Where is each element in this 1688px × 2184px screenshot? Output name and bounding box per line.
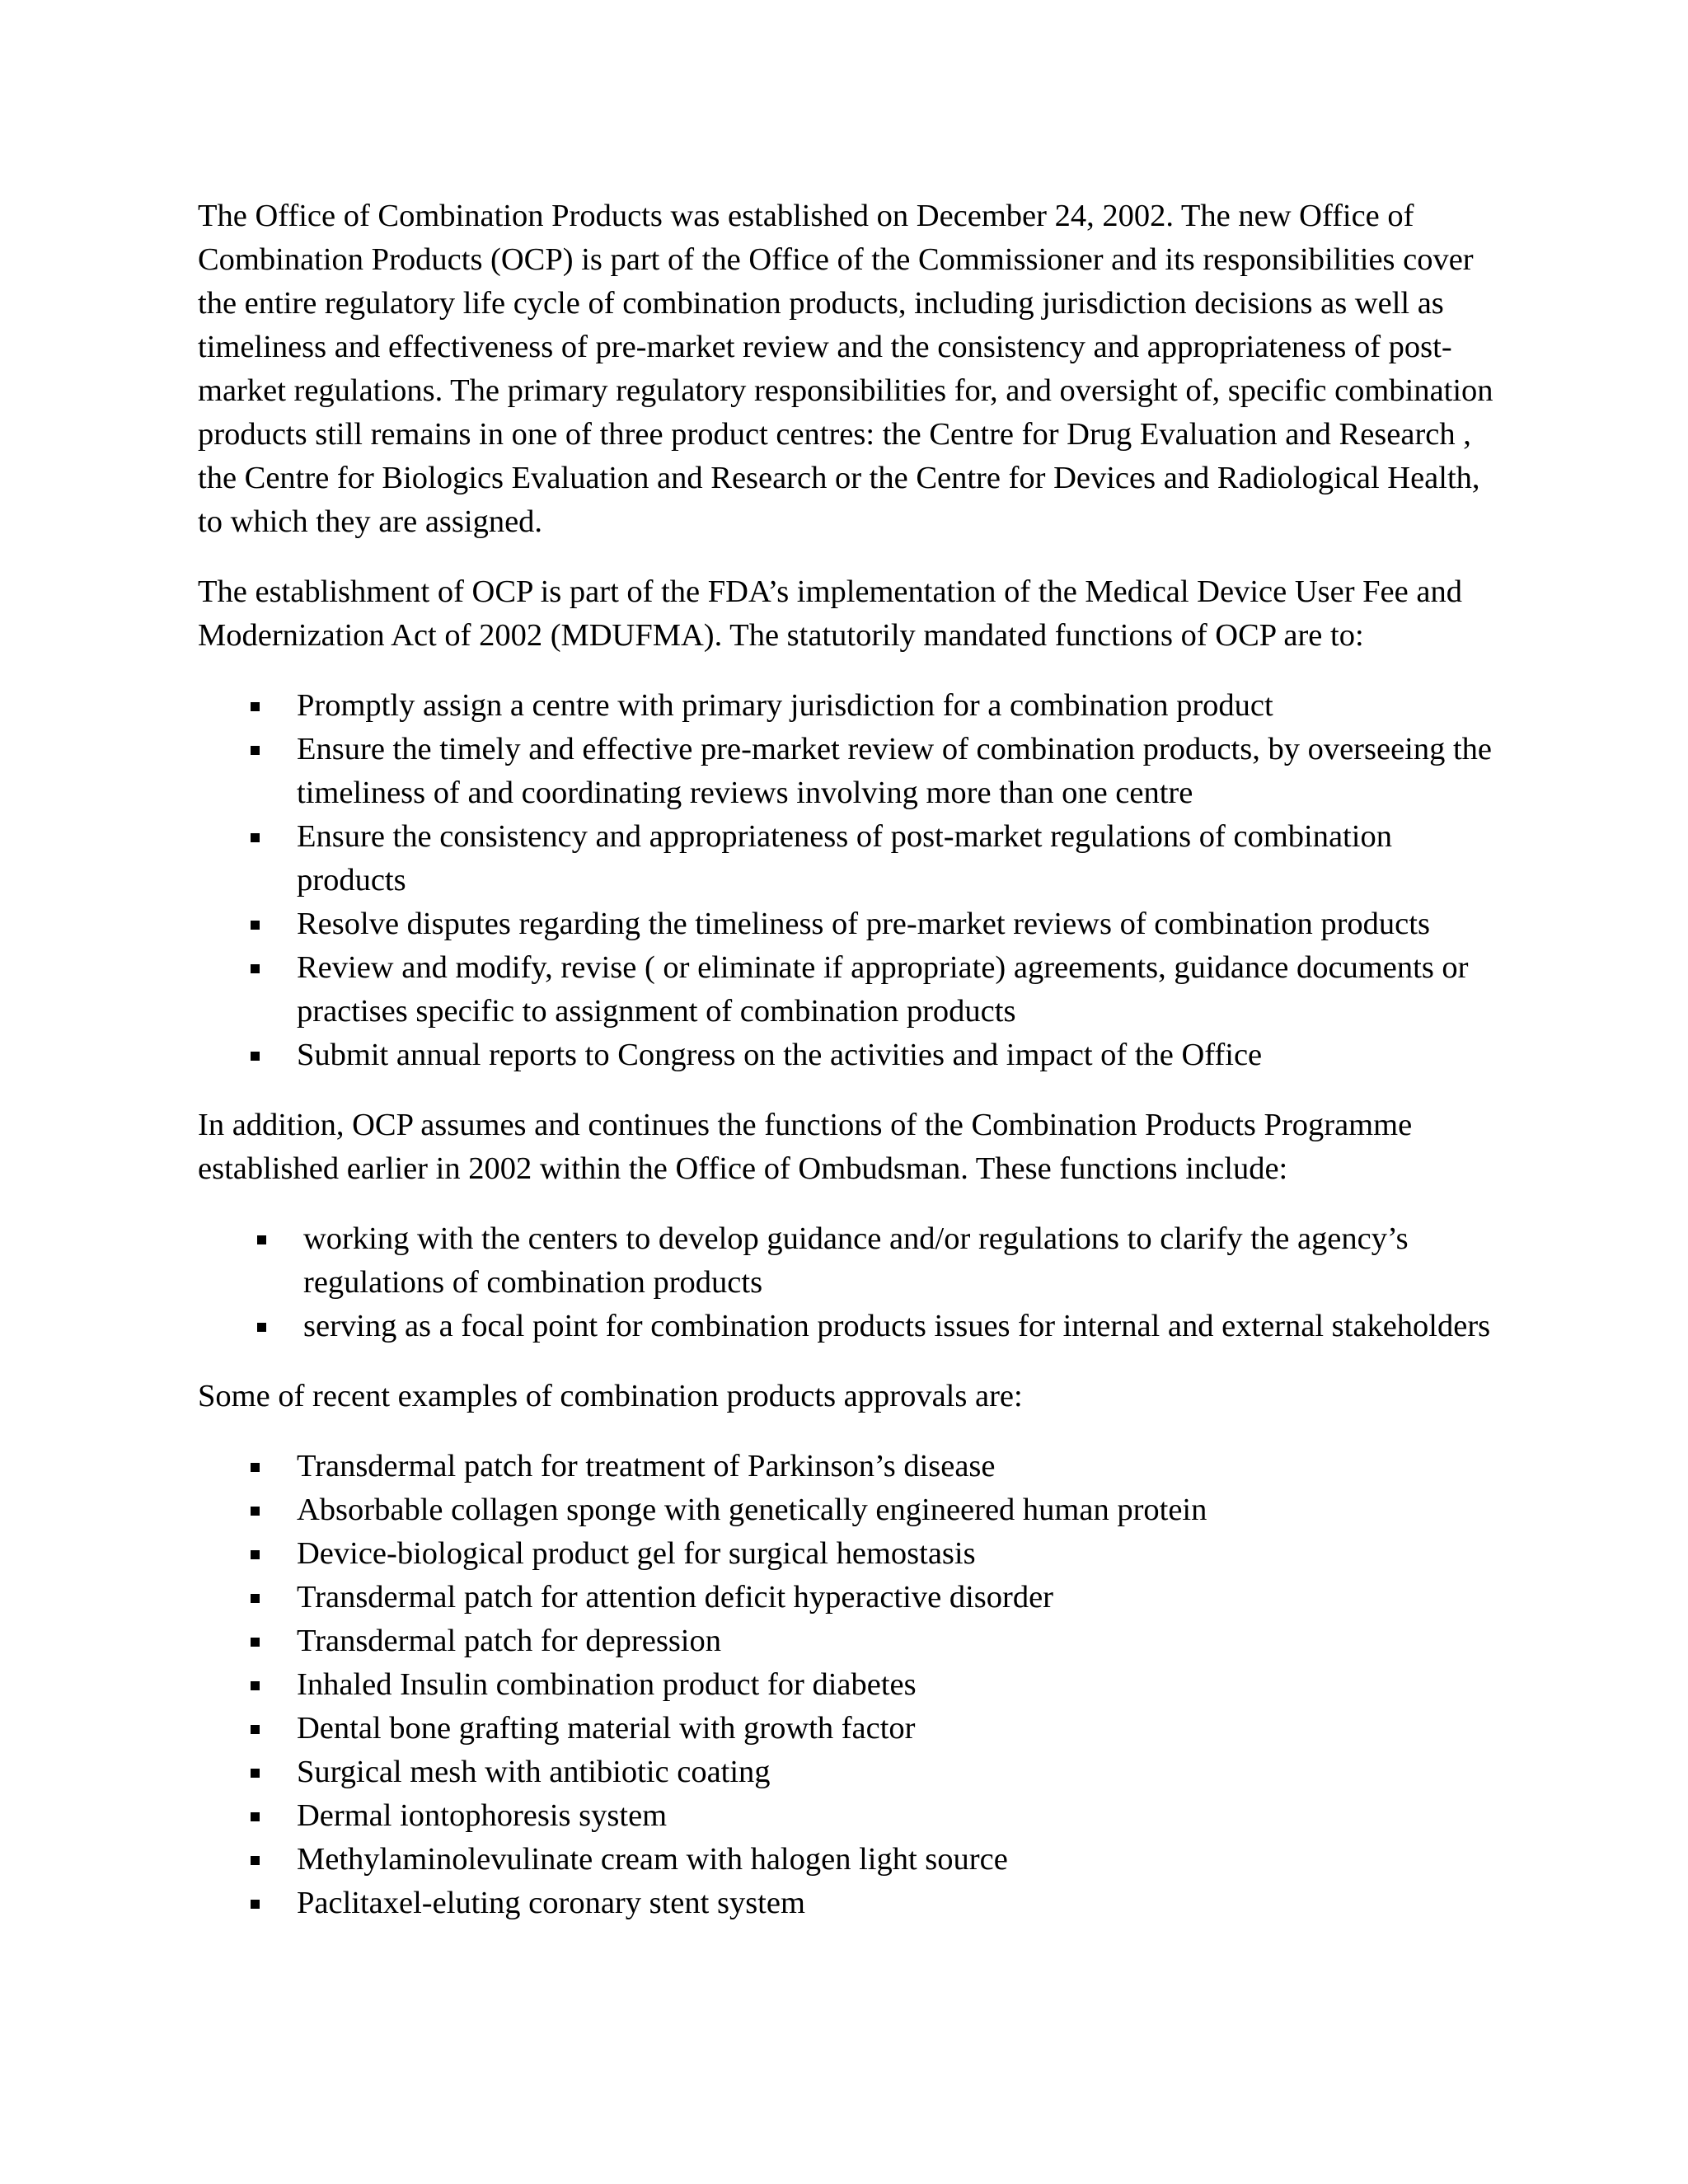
list-item-text: Dermal iontophoresis system [297, 1798, 668, 1833]
list-item [297, 1488, 1500, 1532]
square-bullet-icon [251, 921, 260, 930]
square-bullet-icon [251, 1900, 260, 1909]
list-item-text: Ensure the consistency and appropriateness of post-market regulations of combination products [297, 819, 1392, 898]
mdufma-paragraph: The establishment of OCP is part of the FDA’s implementation of the Medical Device User Fee and Modernization Act of 2002 (MDUFMA). The statutorily mandated functions of OCP are to: [198, 574, 1462, 653]
square-bullet-icon [251, 1507, 260, 1516]
list-item [297, 1707, 1500, 1750]
list-item [297, 946, 1500, 1033]
square-bullet-icon [251, 1769, 260, 1778]
list-item-text: Inhaled Insulin combination product for diabetes [297, 1667, 917, 1702]
list-item-text: Review and modify, revise ( or eliminate if appropriate) agreements, guidance documents or practises specific to assignment of combination products [297, 950, 1469, 1029]
additional-functions-paragraph: In addition, OCP assumes and continues the functions of the Combination Products Programme established earlier in 2002 within the Office of Ombudsman. These functions include: [198, 1108, 1413, 1186]
square-bullet-icon [251, 833, 260, 842]
list-item-text: Transdermal patch for attention deficit hyperactive disorder [297, 1580, 1053, 1615]
list-item-text: Submit annual reports to Congress on the activities and impact of the Office [297, 1038, 1263, 1072]
square-bullet-icon [251, 1638, 260, 1647]
list-item [297, 684, 1500, 728]
list-item-text: Surgical mesh with antibiotic coating [297, 1755, 771, 1789]
list-item-text: Promptly assign a centre with primary jurisdiction for a combination product [297, 688, 1273, 723]
list-item [297, 1882, 1500, 1925]
list-item-text: Dental bone grafting material with growth factor [297, 1711, 916, 1746]
list-item [297, 1663, 1500, 1707]
list-item [297, 728, 1500, 815]
list-item [297, 1750, 1500, 1794]
square-bullet-icon [251, 1812, 260, 1821]
list-item-text: Ensure the timely and effective pre-market review of combination products, by overseeing the timeliness of and coordinating reviews involving more than one centre [297, 732, 1493, 810]
list-item [297, 1445, 1500, 1488]
square-bullet-icon [251, 746, 260, 755]
list-item [303, 1217, 1500, 1305]
square-bullet-icon [251, 1550, 260, 1559]
square-bullet-icon [251, 1681, 260, 1690]
list-item-text: Transdermal patch for depression [297, 1624, 721, 1658]
additional-functions-list [198, 1217, 1500, 1348]
approval-examples-list [198, 1445, 1500, 1925]
list-item [297, 1619, 1500, 1663]
list-item [297, 1532, 1500, 1576]
list-item [297, 1576, 1500, 1619]
square-bullet-icon [251, 964, 260, 973]
list-item-text: Methylaminolevulinate cream with halogen light source [297, 1842, 1008, 1877]
list-item-text: Paclitaxel-eluting coronary stent system [297, 1886, 805, 1920]
intro-paragraph: The Office of Combination Products was established on December 24, 2002. The new Office of Combination Products (OCP) is part of the Office of the Commissioner and its responsibilities cover the entire regulatory life cycle of combination products, including jurisdiction decisions as well as timeliness and effectiveness of pre-market review and the consistency and appropriateness of post-market regulations. The primary regulatory responsibilities for, and oversight of, specific combination products still remains in one of three product centres: the Centre for Drug Evaluation and Research , the Centre for Biologics Evaluation and Research or the Centre for Devices and Radiological Health, to which they are assigned. [198, 199, 1493, 539]
square-bullet-icon [251, 1856, 260, 1865]
square-bullet-icon [257, 1235, 266, 1244]
examples-paragraph: Some of recent examples of combination products approvals are: [198, 1379, 1023, 1413]
square-bullet-icon [257, 1323, 266, 1332]
list-item-text: Resolve disputes regarding the timeliness of pre-market reviews of combination products [297, 907, 1430, 941]
list-item-text: Transdermal patch for treatment of Parkinson’s disease [297, 1449, 996, 1483]
list-item-text: serving as a focal point for combination products issues for internal and external stakeholders [303, 1309, 1491, 1343]
list-item [297, 1794, 1500, 1838]
list-item [297, 902, 1500, 946]
square-bullet-icon [251, 702, 260, 711]
document-page [198, 194, 1500, 1952]
list-item [303, 1305, 1500, 1348]
list-item-text: working with the centers to develop guidance and/or regulations to clarify the agency’s regulations of combination products [303, 1221, 1409, 1300]
list-item [297, 1838, 1500, 1882]
list-item-text: Absorbable collagen sponge with genetically engineered human protein [297, 1493, 1207, 1527]
list-item-text: Device-biological product gel for surgical hemostasis [297, 1536, 976, 1571]
list-item [297, 1033, 1500, 1077]
square-bullet-icon [251, 1594, 260, 1603]
mandated-functions-list [198, 684, 1500, 1077]
square-bullet-icon [251, 1725, 260, 1734]
list-item [297, 815, 1500, 902]
square-bullet-icon [251, 1052, 260, 1061]
square-bullet-icon [251, 1463, 260, 1472]
